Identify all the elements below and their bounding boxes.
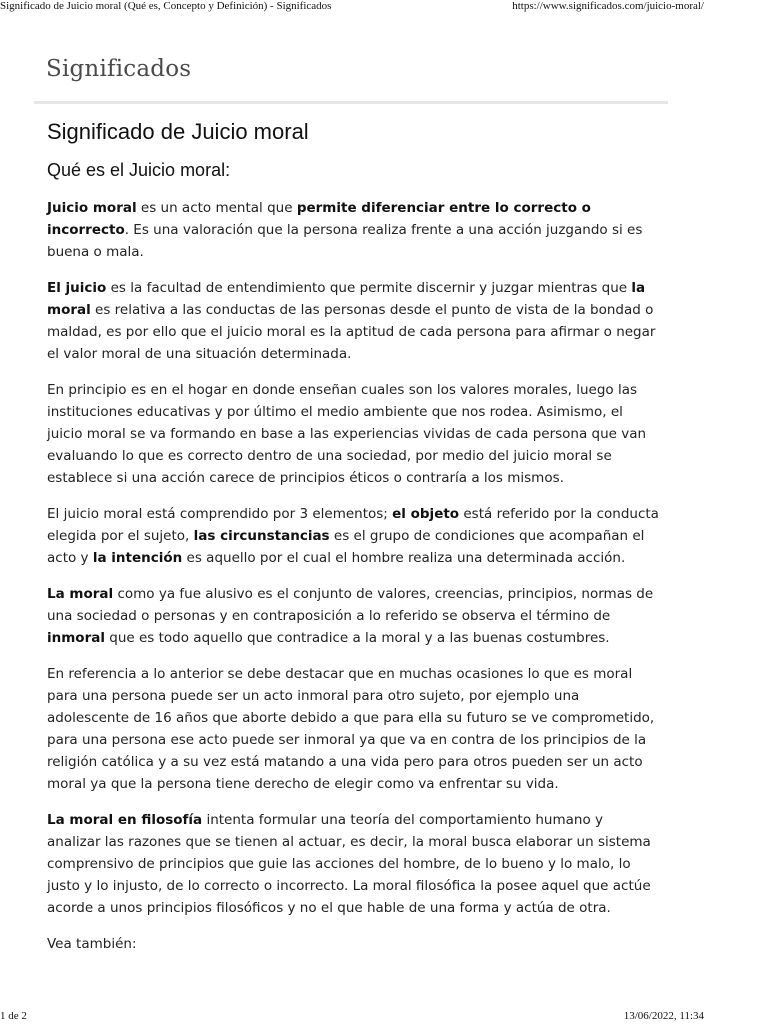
bold-term: Juicio moral	[47, 200, 137, 216]
bold-term: el objeto	[392, 506, 460, 522]
print-page-url: https://www.significados.com/juicio-moral/	[512, 0, 704, 12]
bold-term: El juicio	[47, 280, 107, 296]
print-header	[0, 0, 768, 16]
site-header	[34, 56, 668, 104]
paragraph-elementos: El juicio moral está comprendido por 3 elementos; el objeto está referido por la conducta elegida por el sujeto, las circunstancias es el grupo de condiciones que acompañan el acto y la intención es aquello por el cual el hombre realiza una determinada acción.	[47, 506, 659, 566]
print-datetime: 13/06/2022, 11:34	[623, 1010, 704, 1022]
paragraph-moral: La moral como ya fue alusivo es el conjunto de valores, creencias, principios, normas de una sociedad o personas y en contraposición a lo referido se observa el término de inmoral que es todo aquello que contradice a la moral y a las buenas costumbres.	[47, 586, 654, 646]
paragraph-definition: Juicio moral es un acto mental que permite diferenciar entre lo correcto o incorrecto. Es una valoración que la persona realiza frente a una acción juzgando si es buena o mala.	[47, 200, 643, 260]
bold-term: la intención	[92, 550, 183, 566]
print-page-number: 1 de 2	[0, 1010, 27, 1022]
paragraph-ejemplo: En referencia a lo anterior se debe destacar que en muchas ocasiones lo que es moral para una persona puede ser un acto inmoral para otro sujeto, por ejemplo una adolescente de 16 años que aborte debido a que para ella su futuro se ve comprometido, para una persona ese acto puede ser inmoral ya que va en contra de los principios de la religión católica y a su vez está matando a una vida pero para otros pueden ser un acto moral ya que la persona tiene derecho de elegir como va enfrentar su vida.	[47, 666, 655, 792]
bold-term: La moral	[47, 586, 114, 602]
bold-term: permite diferenciar entre lo correcto o incorrecto	[47, 200, 591, 238]
article-title: Significado de Juicio moral	[47, 119, 309, 144]
article-subtitle: Qué es el Juicio moral:	[47, 160, 231, 180]
site-logo-link[interactable]: Significados	[46, 56, 192, 82]
paragraph-filosofia: La moral en filosofía intenta formular una teoría del comportamiento humano y analizar las razones que se tienen al actuar, es decir, la moral busca elaborar un sistema comprensivo de principios que guie las acciones del hombre, de lo bueno y lo malo, lo justo y lo injusto, de lo correcto o incorrecto. La moral filosófica la posee aquel que actúe acorde a unos principios filosóficos y no el que hable de una forma y actúa de otra.	[47, 812, 651, 916]
see-also-label: Vea también:	[47, 936, 137, 952]
paragraph-formacion: En principio es en el hogar en donde enseñan cuales son los valores morales, luego las instituciones educativas y por último el medio ambiente que nos rodea. Asimismo, el juicio moral se va formando en base a las experiencias vividas de cada persona que van evaluando lo que es correcto dentro de una sociedad, por medio del juicio moral se establece si una acción carece de principios éticos o contraría a los mismos.	[47, 382, 647, 486]
bold-term: inmoral	[47, 630, 105, 646]
bold-term: La moral en filosofía	[47, 812, 203, 828]
print-footer	[0, 1008, 768, 1024]
bold-term: la moral	[47, 280, 646, 318]
paragraph-juicio: El juicio es la facultad de entendimiento que permite discernir y juzgar mientras que la moral es relativa a las conductas de las personas desde el punto de vista de la bondad o maldad, es por ello que el juicio moral es la aptitud de cada persona para afirmar o negar el valor moral de una situación determinada.	[47, 280, 656, 362]
bold-term: las circunstancias	[193, 528, 330, 544]
print-page-title: Significado de Juicio moral (Qué es, Concepto y Definición) - Significados	[0, 0, 332, 12]
article	[47, 116, 659, 969]
